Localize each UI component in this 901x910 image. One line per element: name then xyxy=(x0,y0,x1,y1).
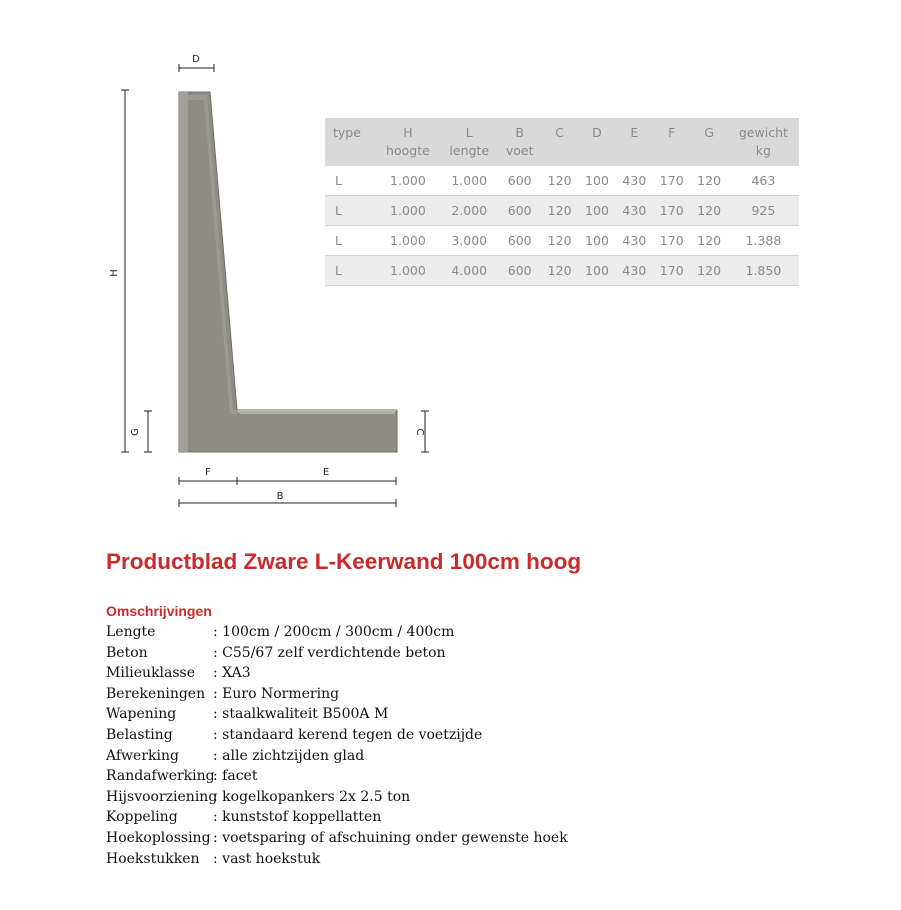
dim-label-d: D xyxy=(192,54,200,65)
table-cell: 120 xyxy=(690,166,727,196)
property-value: : voetsparing of afschuining onder gewenste hoek xyxy=(213,829,568,846)
dim-g xyxy=(144,411,152,452)
table-cell: 1.000 xyxy=(440,166,499,196)
dim-label-g: G xyxy=(130,428,141,436)
list-item xyxy=(106,746,568,767)
col-c: C xyxy=(541,118,578,166)
table-cell: 100 xyxy=(578,256,615,286)
property-value: : standaard kerend tegen de voetzijde xyxy=(213,726,483,743)
property-value: : 100cm / 200cm / 300cm / 400cm xyxy=(213,624,455,640)
table-cell: L xyxy=(325,256,376,286)
table-row xyxy=(325,256,799,286)
table-cell: L xyxy=(325,166,376,196)
col-d: D xyxy=(578,118,615,166)
col-f: F xyxy=(653,118,690,166)
dim-label-b: B xyxy=(276,491,284,502)
table-cell: 600 xyxy=(498,196,540,226)
property-key: Hoekstukken xyxy=(106,850,200,867)
table-cell: 600 xyxy=(498,256,540,286)
table-cell: 120 xyxy=(541,226,578,256)
table-cell: 925 xyxy=(728,196,799,226)
list-item xyxy=(106,704,568,725)
table-cell: 100 xyxy=(578,226,615,256)
dim-f-e xyxy=(179,477,396,485)
table-cell: 120 xyxy=(541,166,578,196)
property-key: Randafwerking xyxy=(106,768,215,785)
property-key: Hijsvoorziening xyxy=(106,788,218,805)
table-row xyxy=(325,196,799,226)
col-b: B voet xyxy=(498,118,540,166)
table-cell: 430 xyxy=(616,256,653,286)
table-cell: 430 xyxy=(616,226,653,256)
dim-d xyxy=(179,64,214,72)
property-key: Berekeningen xyxy=(106,685,206,702)
table-cell: L xyxy=(325,226,376,256)
col-e: E xyxy=(616,118,653,166)
col-l: L lengte xyxy=(440,118,499,166)
list-item xyxy=(106,849,568,870)
table-cell: 100 xyxy=(578,166,615,196)
property-list xyxy=(106,622,568,869)
table-cell: 120 xyxy=(690,256,727,286)
table-cell: 2.000 xyxy=(440,196,499,226)
property-key: Beton xyxy=(106,644,148,661)
spec-table-header xyxy=(325,118,799,166)
list-item xyxy=(106,643,568,664)
property-value: : vast hoekstuk xyxy=(213,850,321,867)
property-value: : kogelkopankers 2x 2.5 ton xyxy=(213,788,411,805)
page-title: Productblad Zware L-Keerwand 100cm hoog xyxy=(106,549,582,574)
table-cell: 100 xyxy=(578,196,615,226)
col-g: G xyxy=(690,118,727,166)
list-item xyxy=(106,663,568,684)
col-h: H hoogte xyxy=(376,118,440,166)
list-item xyxy=(106,787,568,808)
table-cell: 1.388 xyxy=(728,226,799,256)
table-cell: 120 xyxy=(690,226,727,256)
table-cell: 170 xyxy=(653,226,690,256)
list-item xyxy=(106,828,568,849)
property-value: : staalkwaliteit B500A M xyxy=(213,706,389,723)
dim-label-h: H xyxy=(109,269,120,277)
list-item xyxy=(106,622,568,643)
dim-label-c: C xyxy=(414,428,425,436)
table-cell: 4.000 xyxy=(440,256,499,286)
col-type: type xyxy=(325,118,376,166)
table-row xyxy=(325,166,799,196)
dim-label-e: E xyxy=(322,467,330,478)
table-cell: 1.850 xyxy=(728,256,799,286)
property-key: Belasting xyxy=(106,726,173,743)
col-gewicht: gewicht kg xyxy=(728,118,799,166)
dim-label-f: F xyxy=(205,467,211,478)
property-value: : C55/67 zelf verdichtende beton xyxy=(213,644,446,661)
property-key: Afwerking xyxy=(106,747,179,764)
dim-h xyxy=(121,90,129,452)
table-cell: 1.000 xyxy=(376,226,440,256)
table-cell: 463 xyxy=(728,166,799,196)
table-cell: 600 xyxy=(498,226,540,256)
property-value: : facet xyxy=(213,768,258,785)
property-key: Milieuklasse xyxy=(106,665,196,682)
property-value: : Euro Normering xyxy=(213,685,340,702)
list-item xyxy=(106,766,568,787)
property-value: : alle zichtzijden glad xyxy=(213,747,365,764)
property-key: Lengte xyxy=(106,624,156,640)
table-cell: 1.000 xyxy=(376,196,440,226)
table-cell: 170 xyxy=(653,196,690,226)
property-key: Koppeling xyxy=(106,809,178,826)
property-key: Hoekoplossing xyxy=(106,829,211,846)
table-cell: 120 xyxy=(690,196,727,226)
list-item xyxy=(106,684,568,705)
table-row xyxy=(325,226,799,256)
table-cell: 430 xyxy=(616,196,653,226)
list-item xyxy=(106,725,568,746)
property-value: : kunststof koppellatten xyxy=(213,809,382,826)
table-cell: 1.000 xyxy=(376,166,440,196)
table-cell: 3.000 xyxy=(440,226,499,256)
list-item xyxy=(106,807,568,828)
table-cell: 170 xyxy=(653,256,690,286)
table-cell: 170 xyxy=(653,166,690,196)
spec-table xyxy=(325,118,799,286)
table-cell: 600 xyxy=(498,166,540,196)
property-key: Wapening xyxy=(106,706,177,723)
table-cell: 120 xyxy=(541,196,578,226)
table-cell: 1.000 xyxy=(376,256,440,286)
dim-b xyxy=(179,499,396,507)
table-cell: 120 xyxy=(541,256,578,286)
property-value: : XA3 xyxy=(213,665,251,682)
table-cell: L xyxy=(325,196,376,226)
section-heading: Omschrijvingen xyxy=(106,603,212,619)
table-cell: 430 xyxy=(616,166,653,196)
